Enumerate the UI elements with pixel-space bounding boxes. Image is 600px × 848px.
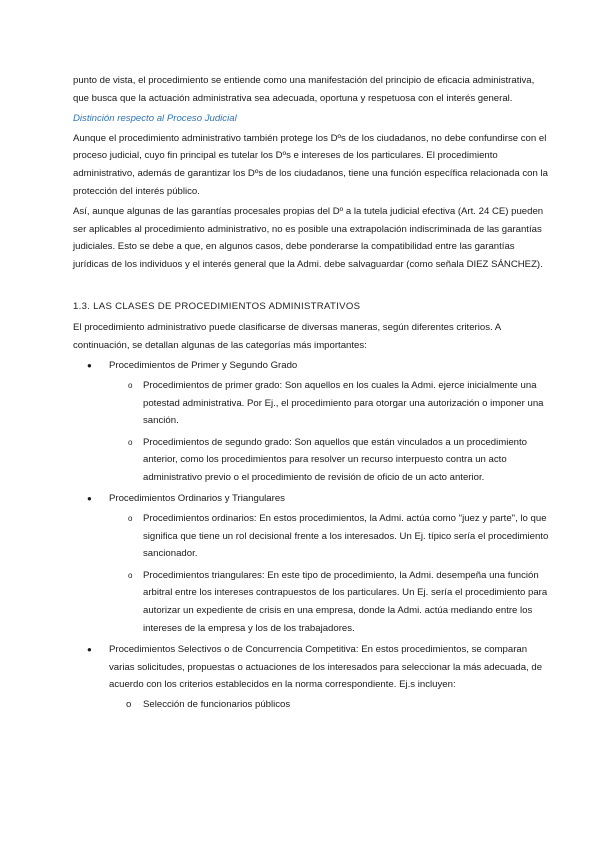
bullet-icon: ● [87, 645, 92, 655]
category-title: Procedimientos Ordinarios y Triangulares [109, 493, 285, 505]
list-item [73, 490, 551, 637]
paragraph-garantias: Así, aunque algunas de las garantías procesales propias del Dº a la tutela judicial efectiva (Art. 24 CE) pueden ser aplicables al procedimiento administrativo, no es posible una extrapolación indiscriminada de las garantías judiciales. Esto se debe a que, en algunos casos, debe ponderarse la compatibilidad entre las garantías jurídicas de los individuos y el interés general que la Admi. debe salvaguardar (como señala DIEZ SÁNCHEZ). [73, 206, 544, 270]
list-item [73, 641, 551, 713]
section-intro: El procedimiento administrativo puede clasificarse de diversas maneras, según diferentes criterios. A continuación, se detallan algunas de las categorías más importantes: [73, 322, 501, 351]
list-item [109, 696, 551, 714]
bullet-icon: ● [87, 361, 92, 371]
sub-bullet-icon: o [126, 699, 132, 710]
sub-item-text: Procedimientos de segundo grado: Son aquellos que están vinculados a un procedimiento anterior, como los procedimientos para resolver un recurso interpuesto contra un acto administrativo previo o el procedimiento de revisión de oficio de un acto anterior. [143, 436, 528, 483]
sub-item-text: Procedimientos ordinarios: En estos procedimientos, la Admi. actúa como "juez y parte", lo que significa que tiene un rol decisional frente a los interesados. Un Ej. típico sería el procedimiento sancionador. [143, 513, 549, 560]
section-title: 1.3. LAS CLASES DE PROCEDIMIENTOS ADMINISTRATIVOS [73, 300, 361, 312]
subheading-proceso-judicial: Distinción respecto al Proceso Judicial [73, 113, 237, 125]
sub-bullet-icon: o [128, 570, 133, 580]
list-item [109, 567, 551, 637]
list-item [73, 357, 551, 486]
bullet-icon: ● [87, 494, 92, 504]
page-content [73, 72, 551, 718]
sub-item-text: Procedimientos triangulares: En este tipo de procedimiento, la Admi. desempeña una función arbitral entre los intereses contrapuestos de los particulares. Un Ej. sería el procedimiento para autorizar un expediente de crisis en una empresa, donde la Admi. actúa mediando entre los intereses de la empresa y los de los trabajadores. [143, 569, 548, 634]
sub-item-text: Procedimientos de primer grado: Son aquellos en los cuales la Admi. ejerce inicialmente una potestad administrativa. Por Ej., el procedimiento para otorgar una autorización o imponer una sanción. [143, 379, 544, 427]
list-item [109, 510, 551, 563]
list-item [109, 377, 551, 430]
sub-item-text: Selección de funcionarios públicos [143, 699, 291, 710]
sub-bullet-icon: o [128, 437, 133, 447]
category-title: Procedimientos de Primer y Segundo Grado [109, 360, 298, 372]
sublist [109, 696, 551, 714]
categories-list [73, 357, 551, 713]
intro-paragraph: punto de vista, el procedimiento se entiende como una manifestación del principio de eficacia administrativa, que busca que la actuación administrativa sea adecuada, oportuna y respetuosa con el interés general. [73, 75, 535, 104]
sublist [109, 510, 551, 637]
list-item [109, 434, 551, 487]
sublist [109, 377, 551, 487]
sub-bullet-icon: o [128, 380, 133, 390]
sub-bullet-icon: o [128, 514, 133, 524]
paragraph-distincion: Aunque el procedimiento administrativo también protege los Dºs de los ciudadanos, no debe confundirse con el proceso judicial, cuyo fin principal es tutelar los Dºs e intereses de los particulares. El procedimiento administrativo, además de garantizar los Dºs de los ciudadanos, tiene una función específica relacionada con la protección del interés público. [73, 132, 548, 197]
category-title: Procedimientos Selectivos o de Concurrencia Competitiva: En estos procedimientos, se comparan varias solicitudes, propuestas o actuaciones de los interesados para seleccionar la más adecuada, de acuerdo con los criterios establecidos en la norma correspondiente. Ej.s incluyen: [109, 644, 543, 691]
